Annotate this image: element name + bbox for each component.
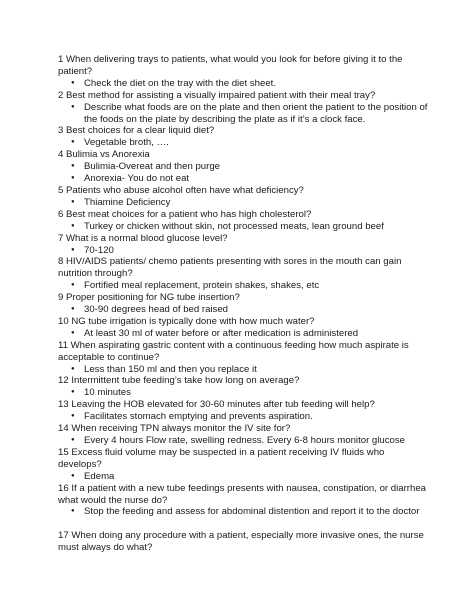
answer-bullet: ● Bulimia-Overeat and then purge: [58, 161, 430, 173]
answer-bullet: ● 10 minutes: [58, 387, 430, 399]
answer-bullet: ● Every 4 hours Flow rate, swelling redness. Every 6-8 hours monitor glucose: [58, 435, 430, 447]
answer-list-10: [58, 328, 430, 340]
answer-bullet: ● Facilitates stomach emptying and prevents aspiration.: [58, 411, 430, 423]
answer-bullet: ● Anorexia- You do not eat: [58, 173, 430, 185]
answer-bullet: ● Fortified meal replacement, protein shakes, shakes, etc: [58, 280, 430, 292]
answer-bullet: ● Edema: [58, 471, 430, 483]
question-1: 1 When delivering trays to patients, what would you look for before giving it to the patient?: [58, 54, 403, 77]
question-9: 9 Proper positioning for NG tube insertion?: [58, 292, 240, 304]
question-5: 5 Patients who abuse alcohol often have what deficiency?: [58, 184, 304, 196]
answer-list-15: [58, 471, 430, 483]
blank-line: [58, 518, 430, 530]
answer-list-11: [58, 364, 430, 376]
answer-list-16: [58, 506, 430, 518]
answer-bullet: ● Vegetable broth, ….: [58, 137, 430, 149]
answer-list-8: [58, 280, 430, 292]
answer-bullet: ● 70-120: [58, 245, 430, 257]
answer-list-12: [58, 387, 430, 399]
question-15: 15 Excess fluid volume may be suspected in a patient receiving IV fluids who develops?: [58, 446, 385, 470]
answer-bullet: ● Describe what foods are on the plate and then orient the patient to the position of the foods on the plate by describing the plate as if it’s a clock face.: [58, 102, 430, 126]
answer-bullet: ● Check the diet on the tray with the diet sheet.: [58, 78, 430, 90]
answer-list-9: [58, 304, 430, 316]
question-2: 2 Best method for assisting a visually impaired patient with their meal tray?: [58, 89, 376, 101]
question-13: 13 Leaving the HOB elevated for 30-60 minutes after tub feeding will help?: [58, 399, 375, 411]
answer-list-6: [58, 221, 430, 233]
question-14: 14 When receiving TPN always monitor the IV site for?: [58, 423, 291, 435]
answer-list-3: [58, 137, 430, 149]
question-12: 12 Intermittent tube feeding’s take how long on average?: [58, 375, 300, 387]
question-10: 10 NG tube irrigation is typically done with how much water?: [58, 315, 315, 327]
answer-list-2: [58, 102, 430, 126]
answer-bullet: ● At least 30 ml of water before or after medication is administered: [58, 328, 430, 340]
answer-bullet: ● Turkey or chicken without skin, not processed meats, lean ground beef: [58, 221, 430, 233]
answer-list-13: [58, 411, 430, 423]
answer-bullet: ● Less than 150 ml and then you replace it: [58, 364, 430, 376]
question-4: 4 Bulimia vs Anorexia: [58, 149, 150, 161]
question-7: 7 What is a normal blood glucose level?: [58, 232, 228, 244]
question-3: 3 Best choices for a clear liquid diet?: [58, 125, 215, 137]
question-6: 6 Best meat choices for a patient who has high cholesterol?: [58, 208, 312, 220]
answer-list-14: [58, 435, 430, 447]
question-17: 17 When doing any procedure with a patient, especially more invasive ones, the nurse must always do what?: [58, 530, 424, 554]
answer-list-7: [58, 245, 430, 257]
answer-bullet: ● Stop the feeding and assess for abdominal distention and report it to the doctor: [58, 506, 430, 518]
answer-bullet: ● 30-90 degrees head of bed raised: [58, 304, 430, 316]
question-16: 16 If a patient with a new tube feedings presents with nausea, constipation, or diarrhea what would the nurse do?: [58, 482, 426, 506]
question-8: 8 HIV/AIDS patients/ chemo patients presenting with sores in the mouth can gain nutrition through?: [58, 256, 402, 280]
answer-list-4: [58, 161, 430, 185]
answer-list-1: [58, 78, 430, 90]
question-11: 11 When aspirating gastric content with a continuous feeding how much aspirate is acceptable to continue?: [58, 339, 409, 363]
qa-list: [58, 54, 430, 554]
answer-bullet: ● Thiamine Deficiency: [58, 197, 430, 209]
answer-list-5: [58, 197, 430, 209]
